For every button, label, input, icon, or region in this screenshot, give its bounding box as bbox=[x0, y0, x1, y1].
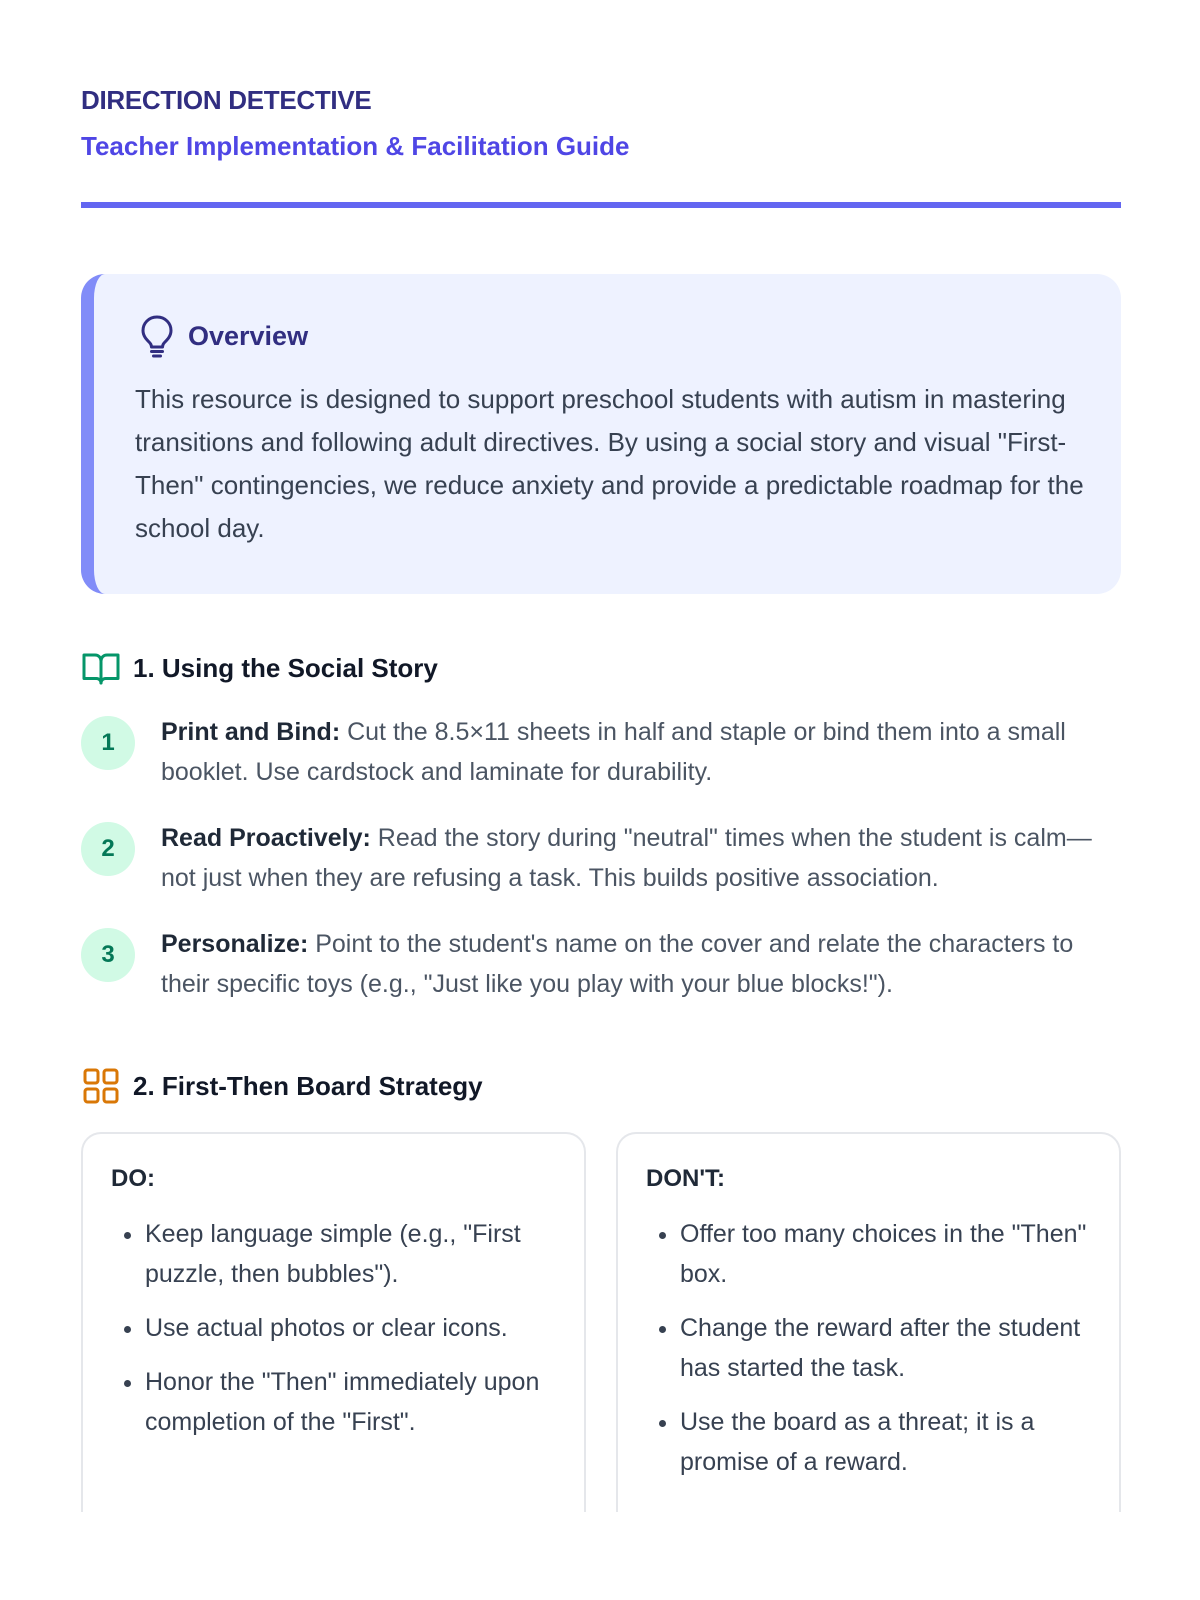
step-text bbox=[161, 818, 1098, 898]
overview-title: Overview bbox=[188, 320, 309, 351]
dont-list-item: • Use the board as a threat; it is a promise of a reward. bbox=[680, 1402, 1091, 1482]
step-item bbox=[81, 818, 1098, 898]
overview-callout bbox=[81, 274, 1121, 594]
step-label: Print and Bind: bbox=[161, 718, 341, 746]
document-subtitle: Teacher Implementation & Facilitation Guide bbox=[81, 131, 630, 161]
lightbulb-icon bbox=[140, 314, 178, 358]
step-item bbox=[81, 712, 1098, 792]
step-number-badge: 3 bbox=[81, 928, 135, 982]
step-description: Read the story during "neutral" times when the student is calm—not just when they are refusing a task. This builds positive association. bbox=[161, 824, 1092, 892]
step-text bbox=[161, 712, 1098, 792]
step-label: Personalize: bbox=[161, 930, 309, 958]
dont-title: DON'T: bbox=[646, 1165, 726, 1192]
step-description: Cut the 8.5×11 sheets in half and staple or bind them into a small booklet. Use cardstock and laminate for durability. bbox=[161, 718, 1066, 786]
section-title: 1. Using the Social Story bbox=[133, 652, 438, 683]
header-divider bbox=[81, 202, 1121, 208]
do-title: DO: bbox=[111, 1165, 155, 1192]
do-list-item: • Use actual photos or clear icons. bbox=[145, 1308, 556, 1348]
do-list bbox=[111, 1214, 556, 1442]
section-first-then-heading bbox=[81, 1066, 1098, 1106]
grid-icon bbox=[81, 1066, 121, 1106]
do-card bbox=[81, 1132, 586, 1512]
book-open-icon bbox=[81, 648, 121, 688]
dont-list-item: • Change the reward after the student has started the task. bbox=[680, 1308, 1091, 1388]
overview-heading bbox=[135, 314, 1081, 358]
document-header bbox=[81, 0, 1098, 208]
overview-text: This resource is designed to support preschool students with autism in mastering transitions and following adult directives. By using a social story and visual "First-Then" contingencies, we reduce anxiety and provide a predictable roadmap for the school day. bbox=[135, 384, 1084, 543]
social-story-steps bbox=[81, 712, 1098, 1004]
do-dont-columns bbox=[81, 1132, 1121, 1512]
dont-list-item: • Offer too many choices in the "Then" box. bbox=[680, 1214, 1091, 1294]
step-number-badge: 1 bbox=[81, 716, 135, 770]
section-title: 2. First-Then Board Strategy bbox=[133, 1070, 483, 1101]
step-item bbox=[81, 924, 1098, 1004]
section-social-story-heading bbox=[81, 648, 1098, 688]
dont-card bbox=[616, 1132, 1121, 1512]
step-text bbox=[161, 924, 1098, 1004]
document-title: DIRECTION DETECTIVE bbox=[81, 85, 372, 115]
step-label: Read Proactively: bbox=[161, 824, 371, 852]
step-description: Point to the student's name on the cover and relate the characters to their specific toys (e.g., "Just like you play with your blue blocks!"). bbox=[161, 930, 1074, 998]
do-list-item: • Honor the "Then" immediately upon completion of the "First". bbox=[145, 1362, 556, 1442]
step-number-badge: 2 bbox=[81, 822, 135, 876]
do-list-item: • Keep language simple (e.g., "First puzzle, then bubbles"). bbox=[145, 1214, 556, 1294]
dont-list bbox=[646, 1214, 1091, 1482]
